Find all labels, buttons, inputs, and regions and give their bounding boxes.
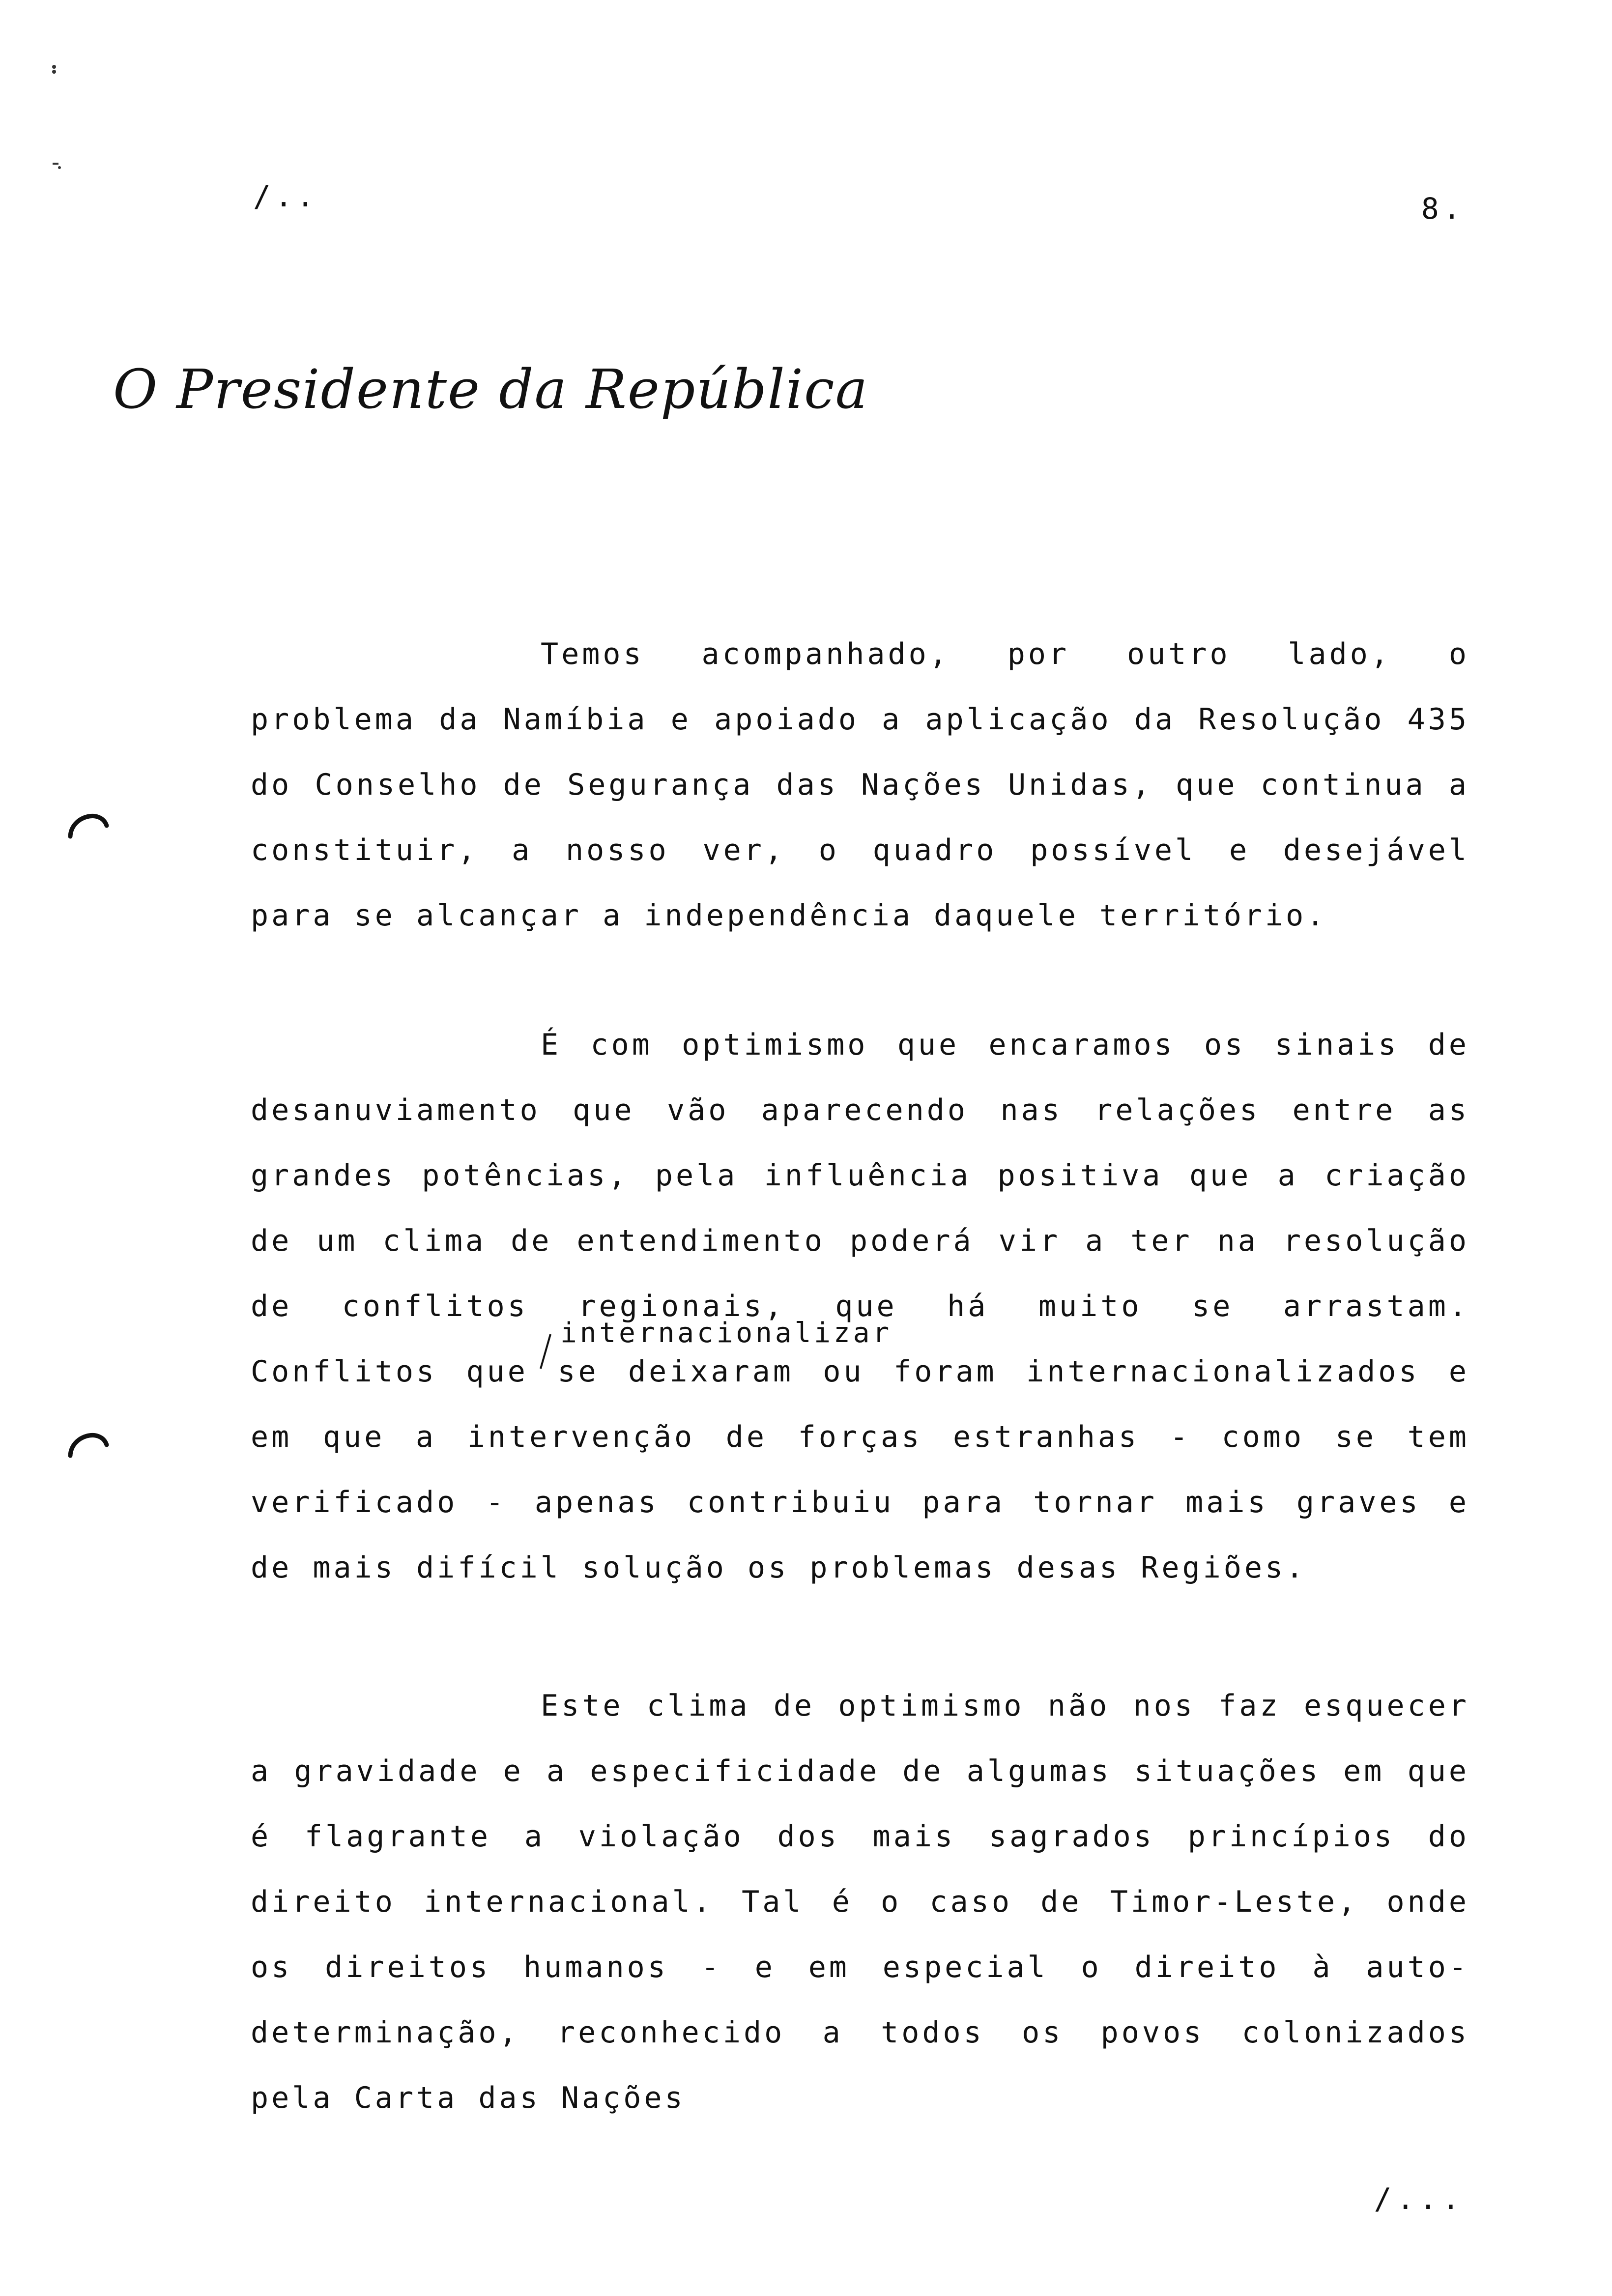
handwritten-insertion: internacionalizar bbox=[560, 1317, 892, 1349]
letterhead-text: O Presidente da República bbox=[113, 358, 869, 421]
page-number: 8. bbox=[1421, 192, 1465, 226]
insertion-caret-icon bbox=[536, 1332, 555, 1371]
footer-continuation-mark: /... bbox=[1374, 2182, 1465, 2216]
letterhead-script-icon bbox=[113, 344, 869, 442]
scan-speck-icon bbox=[49, 64, 59, 74]
letterhead bbox=[113, 344, 869, 442]
paragraph-optimism: É com optimismo que encaramos os sinais de desanuviamento que vão aparecendo nas relações entre as grandes potências, pela influência positiva que a criação de um clima de entendimento poderá vir a ter na resolução de conflitos regionais, que há muito se arrastam. Conflitos que se deixaram ou foram internacionalizados e em que a intervenção de forças estranhas - como se tem verificado - apenas contribuiu para tornar mais graves e de mais difícil solução os problemas desas Regiões. bbox=[251, 1028, 1469, 1585]
punch-hole-mark-icon bbox=[66, 806, 111, 840]
punch-hole-mark-icon bbox=[66, 1425, 111, 1460]
paragraph-namibia: Temos acompanhado, por outro lado, o problema da Namíbia e apoiado a aplicação da Resolução 435 do Conselho de Segurança das Nações Unidas, que continua a constituir, a nosso ver, o quadro possível e desejável para se alcançar a independência daquele território. bbox=[251, 637, 1469, 933]
scan-speck-icon bbox=[52, 160, 61, 170]
paragraph-timor: Este clima de optimismo não nos faz esquecer a gravidade e a especificidade de algumas situações em que é flagrante a violação dos mais sagrados princípios do direito internacional. Tal é o caso de Timor-Leste, onde os direitos humanos - e em especial o direito à auto-determinação, reconhecido a todos os povos colonizados pela Carta das Nações bbox=[251, 1689, 1469, 2115]
header-continuation-mark: /.. bbox=[253, 179, 318, 214]
